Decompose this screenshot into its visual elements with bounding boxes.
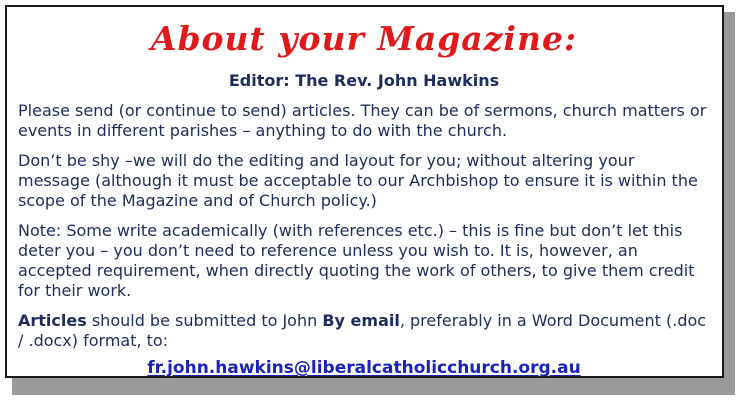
paragraph-editing: Don’t be shy –we will do the editing and layout for you; without altering your message (although it must be acceptable to our Archbishop to ensure it is within the scope of the Magazine and of Church policy.) xyxy=(18,151,698,210)
paragraph-submission xyxy=(18,311,710,351)
magazine-info-panel xyxy=(5,5,724,378)
articles-label: Articles xyxy=(18,311,87,330)
paragraph-send-articles: Please send (or continue to send) articles. They can be of sermons, church matters or events in different parishes – anything to do with the church. xyxy=(18,101,707,140)
email-link-container xyxy=(18,358,710,378)
submission-text-1: should be submitted to John xyxy=(86,311,323,330)
email-link[interactable]: fr.john.hawkins@liberalcatholicchurch.org.au xyxy=(147,358,581,378)
paragraph-references-note: Note: Some write academically (with references etc.) – this is fine but don’t let this deter you – you don’t need to reference unless you wish to. It is, however, an accepted requirement, when directly quoting the work of others, to give them credit for their work. xyxy=(18,221,695,300)
page-title: About your Magazine: xyxy=(150,19,578,58)
by-email-label: By email xyxy=(322,311,400,330)
editor-line: Editor: The Rev. John Hawkins xyxy=(228,71,500,90)
submission-text-2: , preferably in a Word Document (.doc / .docx) format, to: xyxy=(18,311,707,350)
